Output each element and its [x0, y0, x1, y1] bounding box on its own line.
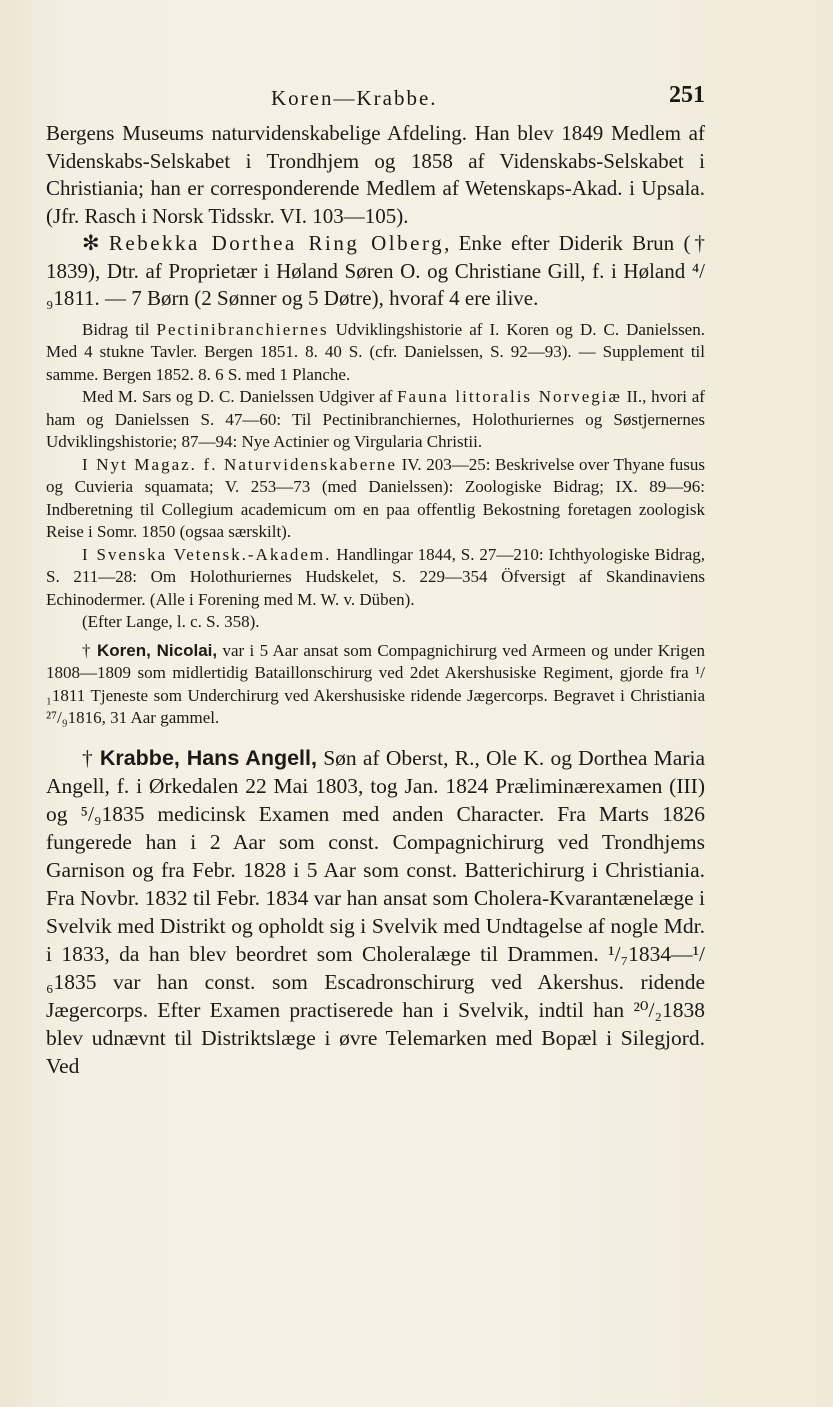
spouse-paragraph	[46, 230, 705, 313]
entry-koren-nicolai	[46, 640, 705, 730]
entry1-paragraph: Bergens Museums naturvidenskabelige Afdeling. Han blev 1849 Medlem af Videnskabs-Selskabet i Trondhjem og 1858 af Videnskabs-Selskabet i Christiania; han er corresponderende Medlem af Wetenskaps-Akad. i Upsala. (Jfr. Rasch i Norsk Tidsskr. VI. 103—105).	[46, 121, 705, 228]
spouse-name: Rebekka Dorthea Ring Olberg	[108, 231, 445, 255]
page-number: 251	[669, 82, 705, 108]
bibliography-item	[46, 544, 705, 612]
entry-name: Koren, Nicolai,	[96, 640, 218, 660]
bib-spaced-title: I Svenska Vetensk.-Akadem.	[82, 544, 332, 564]
spouse-details: , Enke efter Diderik Brun († 1839), Dtr. af Proprietær i Høland Søren O. og Christiane Gill, f. i Høland ⁴/₉1811. — 7 Børn (2 Sønner og 5 Døtre), hvoraf 4 ere ilive.	[46, 231, 705, 310]
bibliography-item	[46, 386, 705, 454]
entry-name: Krabbe, Hans Angell,	[99, 745, 317, 770]
dagger-mark: †	[82, 745, 100, 770]
bib-prefix: Bidrag til	[82, 319, 157, 339]
bib-spaced-title: Pectinibranchiernes	[156, 319, 329, 339]
bib-spaced-title: I Nyt Magaz. f. Naturvidenskaberne	[82, 454, 397, 474]
bib-rest: II., hvori af ham og Danielssen S. 47—60: Til Pectinibranchiernes, Holothuriernes og Søstjernernes Udviklingshistorie; 87—94: Nye Actinier og Virgularia Christii.	[46, 387, 705, 451]
entry-text: Søn af Oberst, R., Ole K. og Dorthea Maria Angell, f. i Ørkedalen 22 Mai 1803, tog Jan. 1824 Præliminærexamen (III) og ⁵/₉1835 medicinsk Examen med anden Character. Fra Marts 1826 fungerede han i 2 Aar som const. Compagnichirurg ved Trondhjems Garnison og fra Febr. 1828 i 5 Aar som const. Batterichirurg i Christiania. Fra Novbr. 1832 til Febr. 1834 var han ansat som Cholera-Kvarantænelæge i Svelvik med Distrikt og opholdt sig i Svelvik med Undtagelse af nogle Mdr. i 1833, da han blev beordret som Choleralæge til Drammen. ¹/₇1834—¹/₆1835 var han const. som Escadronschirurg ved Akershus. ridende Jægercorps. Efter Examen practiserede han i Svelvik, indtil han ²⁰/₂1838 blev udnævnt til Distriktslæge i øvre Telemarken med Bopæl i Silegjord. Ved	[46, 745, 705, 1078]
star-mark: ✻	[82, 231, 109, 255]
bibliography-item	[46, 319, 705, 387]
dagger-mark: †	[82, 640, 97, 660]
bib-spaced-title: Fauna littoralis Norvegiæ	[397, 387, 622, 406]
bib-rest: IV. 203—25: Beskrivelse over Thyane fusus og Cuvieria squamata; V. 253—73 (med Danielssen): Zoologiske Bidrag; IX. 89—96: Indberetning til Collegium academicum om en paa offentlig Bekostning foretagen zoologisk Reise i Somr. 1850 (ogsaa særskilt).	[46, 454, 705, 541]
entry-text: var i 5 Aar ansat som Compagnichirurg ved Armeen og under Krigen 1808—1809 som midlertidig Bataillonschirurg ved 2det Akershusiske Regiment, gjorde fra ¹/₁1811 Tjeneste som Underchirurg ved Akershusiske ridende Jægercorps. Begravet i Christiania ²⁷/₉1816, 31 Aar gammel.	[46, 640, 706, 727]
bibliography-item	[46, 454, 705, 544]
bib-rest: Udviklingshistorie af I. Koren og D. C. Danielssen. Med 4 stukne Tavler. Bergen 1851. 8. 40 S. (cfr. Danielssen, S. 92—93). — Supplement til samme. Bergen 1852. 8. 6 S. med 1 Planche.	[46, 319, 705, 384]
entry-krabbe-hans-angell	[46, 744, 705, 1080]
running-head: Koren—Krabbe.	[271, 86, 438, 110]
spacer	[46, 730, 705, 744]
bibliography-source: (Efter Lange, l. c. S. 358).	[82, 612, 260, 631]
page-header	[46, 78, 705, 120]
bib-rest: Handlingar 1844, S. 27—210: Ichthyologiske Bidrag, S. 211—28: Om Holothuriernes Hudskelet, S. 229—354 Öfversigt af Skandinaviens Echinodermer. (Alle i Forening med M. W. v. Düben).	[46, 544, 705, 609]
bib-prefix: Med M. Sars og D. C. Danielssen Udgiver af	[82, 387, 398, 406]
